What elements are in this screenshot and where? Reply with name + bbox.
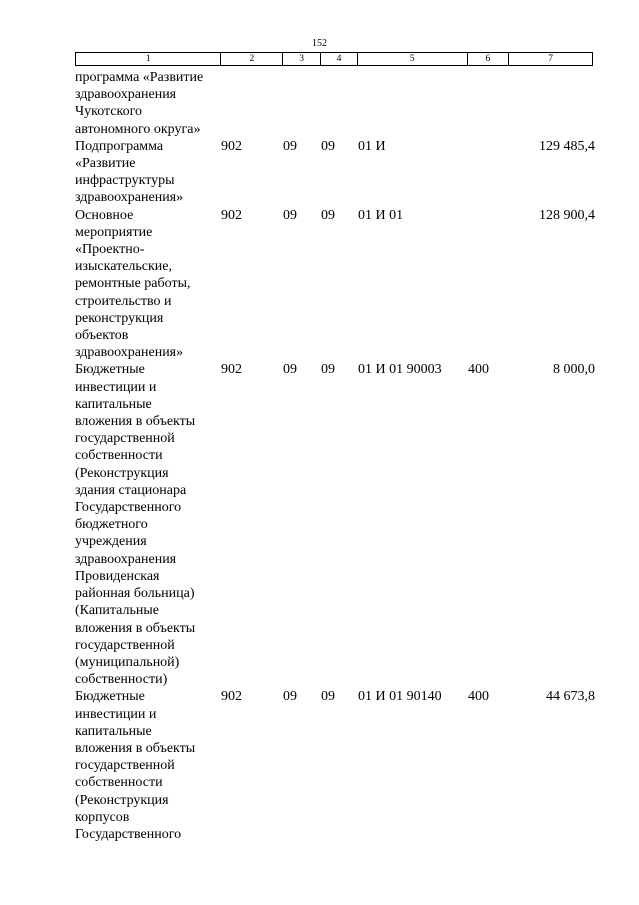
table-header bbox=[75, 52, 593, 66]
header-col-2: 2 bbox=[221, 53, 283, 65]
row-name: Бюджетные инвестиции и капитальные вложения в объекты государственной собственности (Реконструкция здания стационара Государственного бюджетного учреждения здравоохранения Провиденская районная больница) (Капитальные вложения в объекты государственной (муниципальной) собственности) bbox=[75, 362, 196, 688]
row-section: 09 bbox=[283, 207, 297, 223]
row-target-article: 01 И bbox=[358, 138, 386, 154]
table-row bbox=[75, 138, 595, 207]
row-amount: 128 900,4 bbox=[539, 207, 595, 223]
header-col-6: 6 bbox=[468, 53, 510, 65]
row-expense-type bbox=[468, 207, 510, 362]
row-section: 09 bbox=[283, 362, 297, 378]
row-subsection: 09 bbox=[321, 207, 335, 223]
row-target-article: 01 И 01 bbox=[358, 207, 404, 223]
row-subsection bbox=[321, 69, 358, 138]
row-amount bbox=[510, 69, 595, 138]
row-amount: 8 000,0 bbox=[553, 362, 595, 378]
table-body bbox=[75, 69, 595, 843]
row-name: Подпрограмма «Развитие инфраструктуры здравоохранения» bbox=[75, 138, 184, 206]
row-section: 09 bbox=[283, 689, 297, 705]
row-ministry bbox=[221, 69, 283, 138]
row-name: программа «Развитие здравоохранения Чукотского автономного округа» bbox=[75, 70, 204, 137]
row-section: 09 bbox=[283, 138, 297, 154]
row-ministry: 902 bbox=[221, 138, 242, 154]
header-col-1: 1 bbox=[76, 53, 221, 65]
row-target-article bbox=[358, 69, 468, 138]
row-subsection: 09 bbox=[321, 362, 335, 378]
table-row bbox=[75, 69, 595, 138]
header-col-3: 3 bbox=[283, 53, 321, 65]
row-expense-type: 400 bbox=[468, 689, 489, 705]
table-row bbox=[75, 207, 595, 362]
table-row bbox=[75, 688, 595, 843]
row-section bbox=[283, 69, 321, 138]
row-ministry: 902 bbox=[221, 362, 242, 378]
header-col-7: 7 bbox=[548, 54, 554, 64]
row-expense-type: 400 bbox=[468, 362, 489, 378]
row-ministry: 902 bbox=[221, 689, 242, 705]
row-subsection: 09 bbox=[321, 689, 335, 705]
row-target-article: 01 И 01 90140 bbox=[358, 689, 442, 705]
row-amount: 129 485,4 bbox=[539, 138, 595, 154]
row-name: Бюджетные инвестиции и капитальные вложения в объекты государственной собственности (Реконструкция корпусов Государственного bbox=[75, 689, 196, 842]
header-col-4: 4 bbox=[321, 53, 358, 65]
page-number: 152 bbox=[312, 38, 327, 49]
row-amount: 44 673,8 bbox=[546, 689, 595, 705]
row-ministry: 902 bbox=[221, 207, 242, 223]
table-row bbox=[75, 361, 595, 688]
row-expense-type bbox=[468, 69, 510, 138]
row-target-article: 01 И 01 90003 bbox=[358, 362, 442, 378]
row-subsection: 09 bbox=[321, 138, 335, 154]
header-col-5: 5 bbox=[358, 53, 468, 65]
row-name: Основное мероприятие «Проектно- изыскательские, ремонтные работы, строительство и реконструкция объектов здравоохранения» bbox=[75, 207, 191, 361]
row-expense-type bbox=[468, 138, 510, 207]
